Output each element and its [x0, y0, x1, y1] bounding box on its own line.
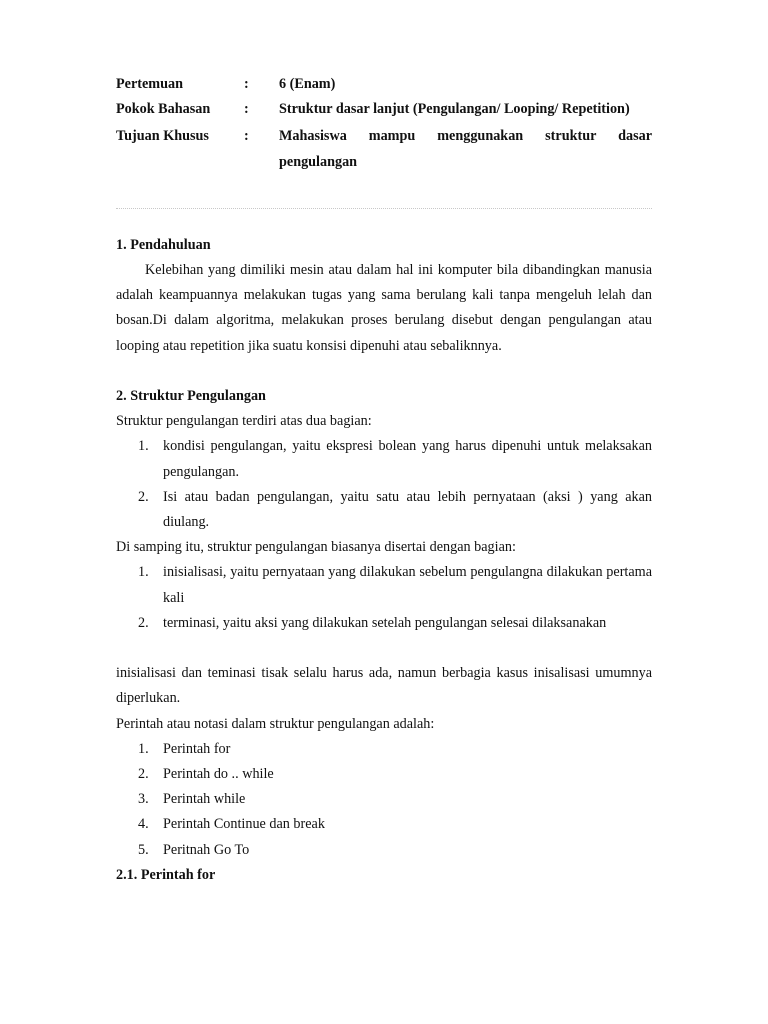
list-item	[116, 434, 652, 484]
list-item-text: Peritnah Go To	[163, 841, 250, 858]
list-item-text: Perintah while	[163, 791, 246, 808]
loop-parts-list	[116, 434, 652, 535]
section-1-heading: 1. Pendahuluan	[116, 236, 211, 253]
section-2-intro: Struktur pengulangan terdiri atas dua bagian:	[116, 413, 372, 430]
section-divider	[116, 208, 652, 209]
list-item-text: Perintah for	[163, 740, 231, 757]
meta-colon: :	[244, 128, 249, 145]
list-number: 1.	[138, 564, 149, 581]
list-item-text: kondisi pengulangan, yaitu ekspresi bolean yang harus dipenuhi untuk melaksakan pengulangan.	[163, 438, 652, 480]
list-item-text: Perintah Continue dan break	[163, 816, 325, 833]
spacer	[116, 636, 652, 661]
list-number: 3.	[138, 791, 149, 808]
loop-extra-parts-list	[116, 560, 652, 636]
list-item-text: terminasi, yaitu aksi yang dilakukan setelah pengulangan selesai dilaksanakan	[163, 614, 607, 631]
meta-value-pokok-bahasan: Struktur dasar lanjut (Pengulangan/ Looping/ Repetition)	[279, 101, 630, 118]
spacer	[116, 359, 652, 384]
list-item	[116, 611, 652, 636]
section-2-1-heading: 2.1. Perintah for	[116, 866, 216, 883]
list-item	[116, 737, 652, 762]
list-item	[116, 838, 652, 863]
meta-value-pertemuan: 6 (Enam)	[279, 76, 336, 92]
meta-label-tujuan-khusus: Tujuan Khusus	[116, 128, 209, 145]
meta-value-tujuan-khusus: Mahasiswa mampu menggunakan struktur dasar pengulangan	[279, 128, 652, 170]
section-1-paragraph: Kelebihan yang dimiliki mesin atau dalam hal ini komputer bila dibandingkan manusia adalah keampuannya melakukan tugas yang sama berulang kali tanpa mengeluh lelah dan bosan.Di dalam algoritma, melakukan proses berulang disebut dengan pengulangan atau looping atau repetition jika suatu konsisi dipenuhi atau sebaliknnya.	[116, 262, 652, 354]
list-number: 2.	[138, 766, 149, 783]
section-2-intro-2: Di samping itu, struktur pengulangan biasanya disertai dengan bagian:	[116, 539, 516, 556]
loop-commands-list	[116, 737, 652, 863]
list-number: 2.	[138, 488, 149, 505]
list-item-text: Perintah do .. while	[163, 766, 274, 783]
list-item	[116, 812, 652, 837]
meta-label-pertemuan: Pertemuan	[116, 76, 183, 92]
meta-table	[116, 72, 652, 175]
section-2-heading: 2. Struktur Pengulangan	[116, 388, 266, 405]
section-2-note: inisialisasi dan teminasi tisak selalu harus ada, namun berbagia kasus inisalisasi umumnya diperlukan.	[116, 665, 652, 707]
document-content	[116, 72, 652, 888]
list-number: 4.	[138, 816, 149, 833]
meta-colon: :	[244, 101, 249, 118]
meta-label-pokok-bahasan: Pokok Bahasan	[116, 101, 211, 118]
meta-colon: :	[244, 76, 249, 92]
list-item	[116, 560, 652, 610]
list-item	[116, 485, 652, 535]
list-number: 1.	[138, 740, 149, 757]
list-number: 1.	[138, 438, 149, 455]
section-2-intro-3: Perintah atau notasi dalam struktur pengulangan adalah:	[116, 715, 435, 732]
list-item	[116, 787, 652, 812]
list-item-text: Isi atau badan pengulangan, yaitu satu atau lebih pernyataan (aksi ) yang akan diulang.	[163, 488, 652, 531]
list-number: 2.	[138, 614, 149, 631]
list-number: 5.	[138, 841, 149, 858]
list-item	[116, 762, 652, 787]
list-item-text: inisialisasi, yaitu pernyataan yang dilakukan sebelum pengulangna dilakukan pertama kali	[163, 564, 652, 606]
